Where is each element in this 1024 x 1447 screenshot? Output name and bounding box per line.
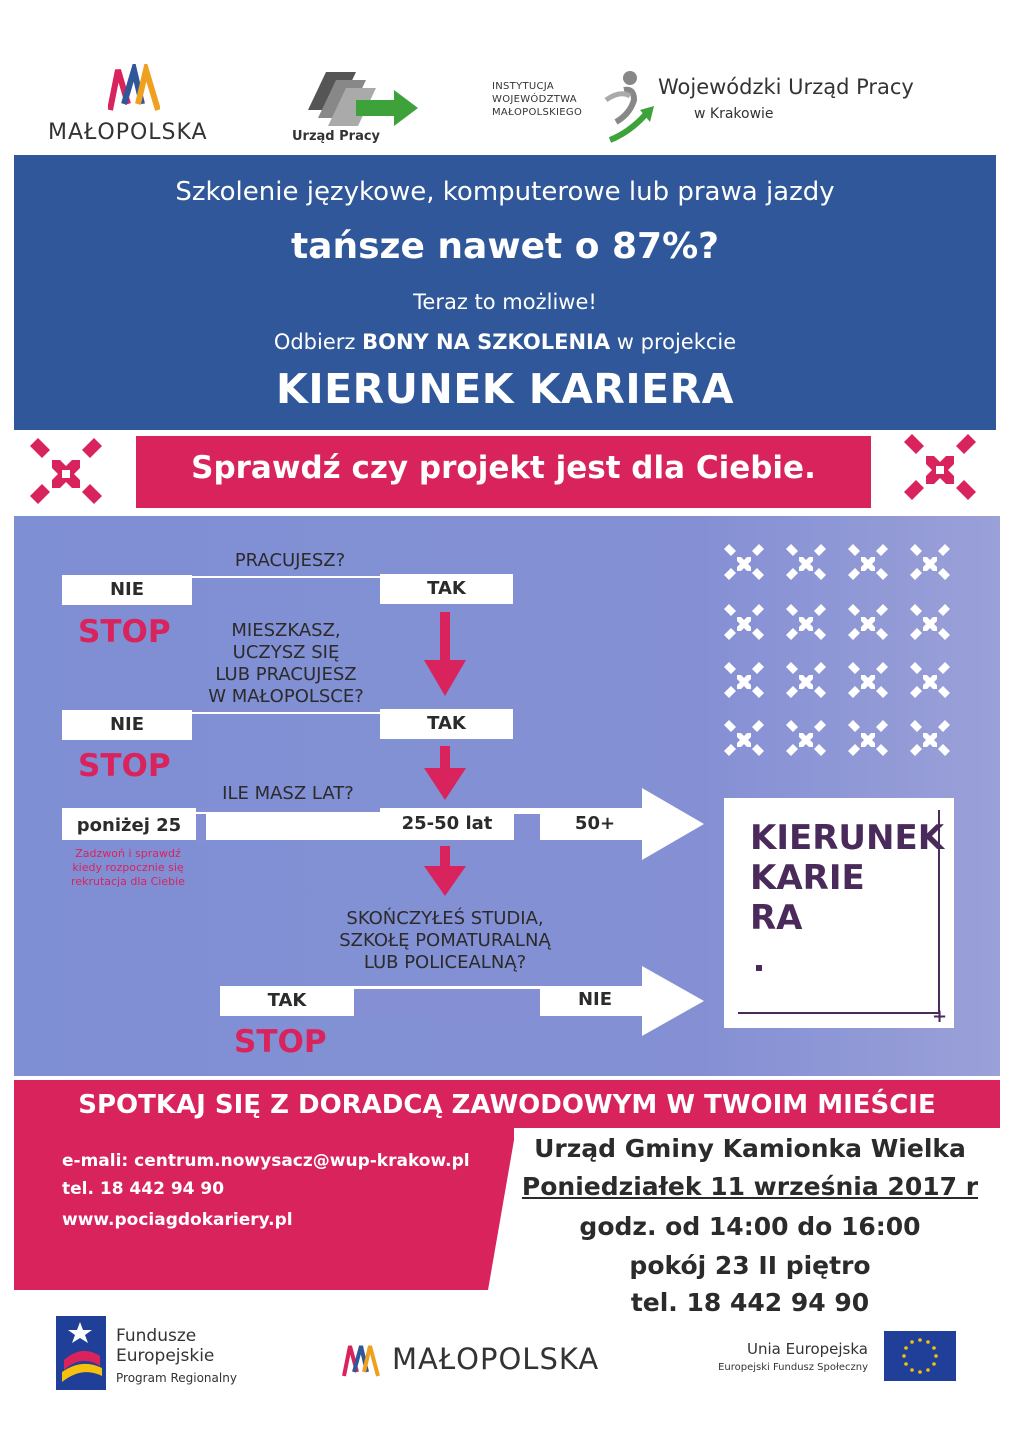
answer-yes-2: TAK <box>380 709 513 739</box>
age-under-25: poniżej 25 <box>76 815 182 836</box>
pattern-cross-icon-left <box>30 438 102 504</box>
eu-flag-icon <box>884 1331 956 1381</box>
malopolska-logo-label: MAŁOPOLSKA <box>48 120 208 145</box>
answer-no-2: NIE <box>62 710 192 740</box>
meeting-phone: tel. 18 442 94 90 <box>630 1288 870 1317</box>
fundusze-europejskie-label: Fundusze Europejskie <box>116 1326 215 1366</box>
under-25-note: Zadzwoń i sprawdź kiedy rozpocznie się rekrutacja dla Ciebie <box>71 847 185 888</box>
stop-label-3: STOP <box>234 1024 327 1060</box>
connector-line <box>192 712 382 714</box>
meeting-date: Poniedziałek 11 września 2017 r <box>521 1172 979 1201</box>
banner-line-2: tańsze nawet o 87%? <box>290 226 720 267</box>
malopolska-footer-label: MAŁOPOLSKA <box>392 1342 600 1376</box>
divider <box>354 987 540 1017</box>
answer-yes-1: TAK <box>380 574 513 604</box>
age-over-50: 50+ <box>574 813 616 834</box>
pattern-cross-icon-right <box>904 434 976 500</box>
meeting-hours: godz. od 14:00 do 16:00 <box>579 1212 921 1241</box>
divider <box>196 810 380 812</box>
divider <box>196 814 206 844</box>
meeting-room: pokój 23 II piętro <box>629 1251 871 1280</box>
wup-title: Wojewódzki Urząd Pracy <box>658 75 914 99</box>
answer-yes-4: TAK <box>267 990 307 1011</box>
banner-vouchers-label: BONY NA SZKOLENIA <box>362 330 611 354</box>
divider <box>514 814 540 844</box>
contact-email[interactable]: e-mali: centrum.nowysacz@wup-krakow.pl <box>62 1151 470 1171</box>
meeting-place: Urząd Gminy Kamionka Wielka <box>534 1134 966 1163</box>
question-working: PRACUJESZ? <box>234 550 346 571</box>
efs-label: Europejski Fundusz Społeczny <box>718 1362 868 1373</box>
contact-website[interactable]: www.pociagdokariery.pl <box>62 1210 293 1230</box>
wup-logo-icon <box>600 70 656 146</box>
arrow-down-icon <box>424 846 466 896</box>
kierunek-kariera-logo-text: KIERUNEK KARIE RA <box>750 818 945 938</box>
decorative-cross-pattern-icon <box>724 544 956 764</box>
wup-subtitle: w Krakowie <box>694 106 774 122</box>
malopolska-footer-logo-icon <box>342 1342 380 1378</box>
stop-label-1: STOP <box>78 614 171 650</box>
subtitle-text: Sprawdź czy projekt jest dla Ciebie. <box>191 450 816 486</box>
answer-no-1: NIE <box>62 575 192 605</box>
institution-label: INSTYTUCJA WOJEWÓDZTWA MAŁOPOLSKIEGO <box>492 81 583 118</box>
malopolska-logo-icon <box>108 64 160 112</box>
logo-dot <box>756 965 762 971</box>
question-residence: MIESZKASZ, UCZYSZ SIĘ LUB PRACUJESZ W MAŁOPOLSCE? <box>208 620 364 707</box>
answer-no-4: NIE <box>577 989 613 1010</box>
banner-line-3: Teraz to możliwe! <box>413 290 597 314</box>
meeting-headline: SPOTKAJ SIĘ Z DORADCĄ ZAWODOWYM W TWOIM MIEŚCIE <box>78 1090 936 1120</box>
contact-phone[interactable]: tel. 18 442 94 90 <box>62 1179 225 1199</box>
fundusze-europejskie-logo-icon <box>56 1316 106 1390</box>
question-education: SKOŃCZYŁEŚ STUDIA, SZKOŁĘ POMATURALNĄ LUB POLICEALNĄ? <box>339 908 551 973</box>
program-regionalny-label: Program Regionalny <box>116 1371 237 1385</box>
banner-line-1: Szkolenie językowe, komputerowe lub prawa jazdy <box>175 177 835 207</box>
project-name: KIERUNEK KARIERA <box>276 365 734 413</box>
question-age: ILE MASZ LAT? <box>222 783 354 804</box>
urzad-pracy-logo-icon <box>296 66 420 130</box>
age-25-50: 25-50 lat <box>401 813 493 834</box>
arrow-down-icon <box>424 612 466 696</box>
banner-line-4: Odbierz BONY NA SZKOLENIA w projekcie <box>273 330 737 354</box>
unia-europejska-label: Unia Europejska <box>747 1340 868 1358</box>
connector-line <box>192 576 382 578</box>
plus-icon: + <box>932 1006 948 1027</box>
stop-label-2: STOP <box>78 748 171 784</box>
urzad-pracy-logo-label: Urząd Pracy <box>292 129 381 144</box>
connector-line <box>354 987 540 989</box>
